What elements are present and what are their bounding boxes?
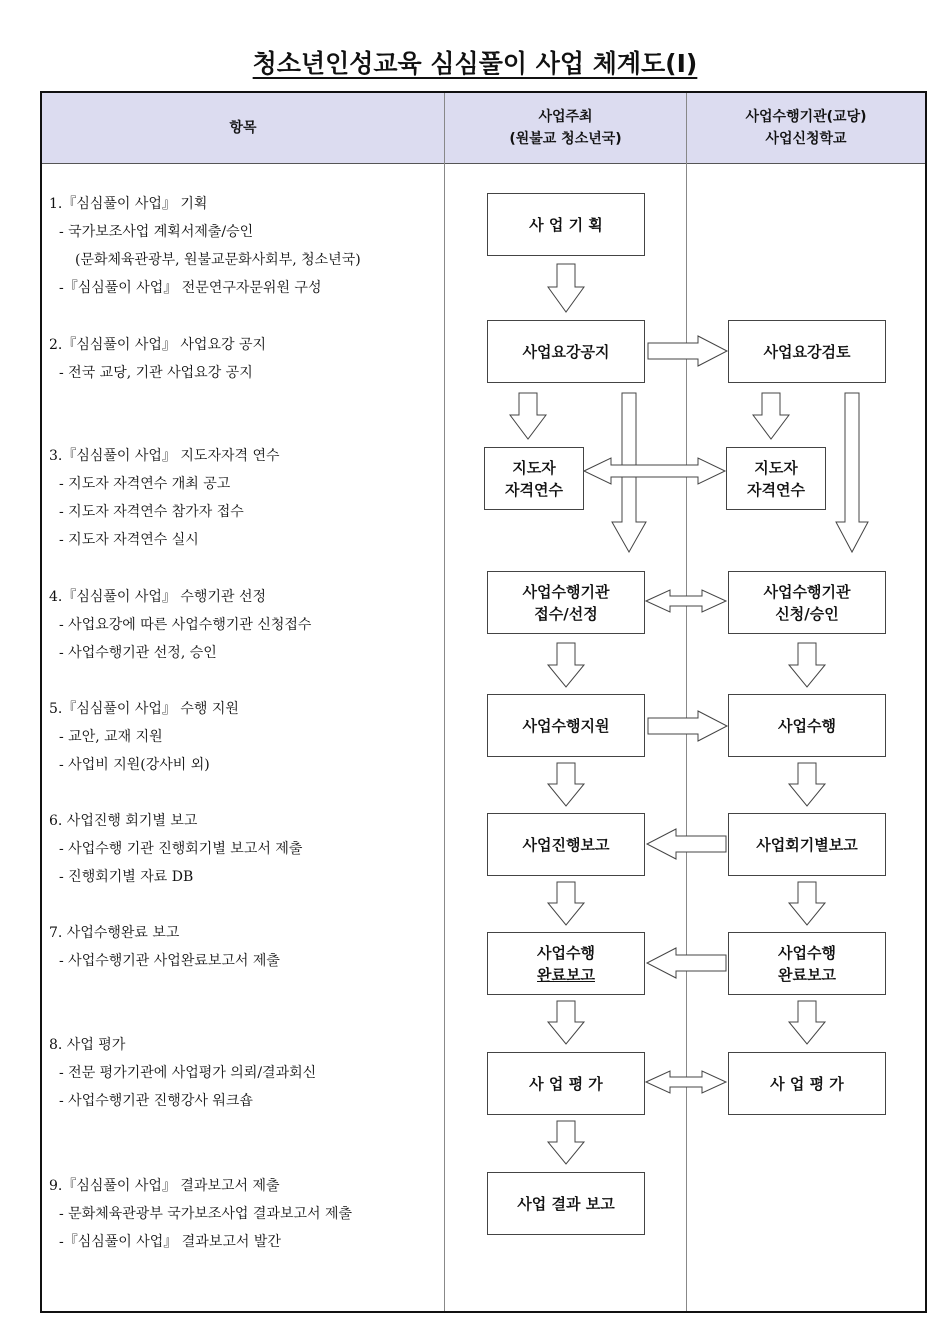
box-eval-host: 사 업 평 가: [487, 1052, 645, 1115]
box-complete-agency: 사업수행 완료보고: [728, 932, 886, 995]
box-notice: 사업요강공지: [487, 320, 645, 383]
box-apply: 사업수행기관 신청/승인: [728, 571, 886, 634]
item-heading: 7. 사업수행완료 보고: [49, 925, 180, 941]
arrow-down-icon: [789, 1001, 825, 1044]
box-train-host: 지도자 자격연수: [484, 447, 584, 510]
item-line: - 교안, 교재 지원: [59, 729, 163, 745]
item-line: - 사업수행 기관 진행회기별 보고서 제출: [59, 841, 303, 857]
item-line: - 진행회기별 자료 DB: [59, 869, 194, 885]
header-col-agency: 사업수행기관(교당) 사업신청학교: [745, 109, 867, 147]
arrow-double-icon: [584, 458, 725, 484]
arrow-down-icon: [548, 763, 584, 806]
item-line: - 지도자 자격연수 참가자 접수: [59, 504, 244, 520]
item-line: - 사업수행기관 사업완료보고서 제출: [59, 953, 280, 969]
header-col-items: 항목: [229, 120, 257, 136]
box-complete-host: 사업수행 완료보고: [487, 932, 645, 995]
item-heading: 1.『심심풀이 사업』 기획: [49, 196, 208, 212]
arrow-down-icon: [548, 1121, 584, 1164]
arrow-right-icon: [648, 711, 727, 741]
arrow-down-icon: [548, 1001, 584, 1044]
header-col-host: 사업주최 (원불교 청소년국): [509, 109, 622, 147]
item-heading: 8. 사업 평가: [49, 1037, 126, 1053]
item-line: - 전국 교당, 기관 사업요강 공지: [59, 365, 253, 381]
box-session-report: 사업회기별보고: [728, 813, 886, 876]
arrow-left-icon: [647, 948, 726, 978]
item-line: - 사업수행기관 진행강사 워크숍: [59, 1093, 253, 1109]
arrow-down-icon: [789, 763, 825, 806]
arrow-double-icon: [646, 590, 726, 612]
arrow-right-icon: [648, 336, 727, 366]
item-heading: 5.『심심풀이 사업』 수행 지원: [49, 701, 239, 717]
arrow-down-icon: [789, 882, 825, 925]
item-heading: 2.『심심풀이 사업』 사업요강 공지: [49, 337, 266, 353]
item-heading: 6. 사업진행 회기별 보고: [49, 813, 198, 829]
item-line: (문화체육관광부, 원불교문화사회부, 청소년국): [75, 252, 361, 268]
box-support: 사업수행지원: [487, 694, 645, 757]
box-result: 사업 결과 보고: [487, 1172, 645, 1235]
item-heading: 3.『심심풀이 사업』 지도자자격 연수: [49, 448, 280, 464]
arrow-down-icon: [789, 643, 825, 687]
box-eval-agency: 사 업 평 가: [728, 1052, 886, 1115]
arrow-down-icon: [836, 393, 868, 552]
item-heading: 9.『심심풀이 사업』 결과보고서 제출: [49, 1178, 280, 1194]
box-review: 사업요강검토: [728, 320, 886, 383]
item-line: -『심심풀이 사업』 전문연구자문위원 구성: [59, 280, 322, 296]
arrow-down-icon: [548, 264, 584, 312]
arrow-down-icon: [548, 643, 584, 687]
item-line: -『심심풀이 사업』 결과보고서 발간: [59, 1234, 281, 1250]
item-line: - 사업수행기관 선정, 승인: [59, 645, 217, 661]
box-perform: 사업수행: [728, 694, 886, 757]
arrow-down-icon: [548, 882, 584, 925]
arrow-down-icon: [510, 393, 546, 439]
item-line: - 지도자 자격연수 개최 공고: [59, 476, 231, 492]
box-progress-report: 사업진행보고: [487, 813, 645, 876]
item-line: - 사업요강에 따른 사업수행기관 신청접수: [59, 617, 312, 633]
box-select: 사업수행기관 접수/선정: [487, 571, 645, 634]
item-line: - 전문 평가기관에 사업평가 의뢰/결과회신: [59, 1065, 317, 1081]
page-title: 청소년인성교육 심심풀이 사업 체계도(Ⅰ): [252, 49, 698, 78]
item-line: - 사업비 지원(강사비 외): [59, 757, 210, 773]
arrow-down-icon: [753, 393, 789, 439]
item-line: - 지도자 자격연수 실시: [59, 532, 199, 548]
arrow-double-icon: [646, 1071, 726, 1093]
box-train-agency: 지도자 자격연수: [726, 447, 826, 510]
arrow-left-icon: [647, 829, 726, 859]
item-line: - 문화체육관광부 국가보조사업 결과보고서 제출: [59, 1206, 353, 1222]
item-line: - 국가보조사업 계획서제출/승인: [59, 224, 254, 240]
item-heading: 4.『심심풀이 사업』 수행기관 선정: [49, 589, 266, 605]
box-plan: 사 업 기 획: [487, 193, 645, 256]
